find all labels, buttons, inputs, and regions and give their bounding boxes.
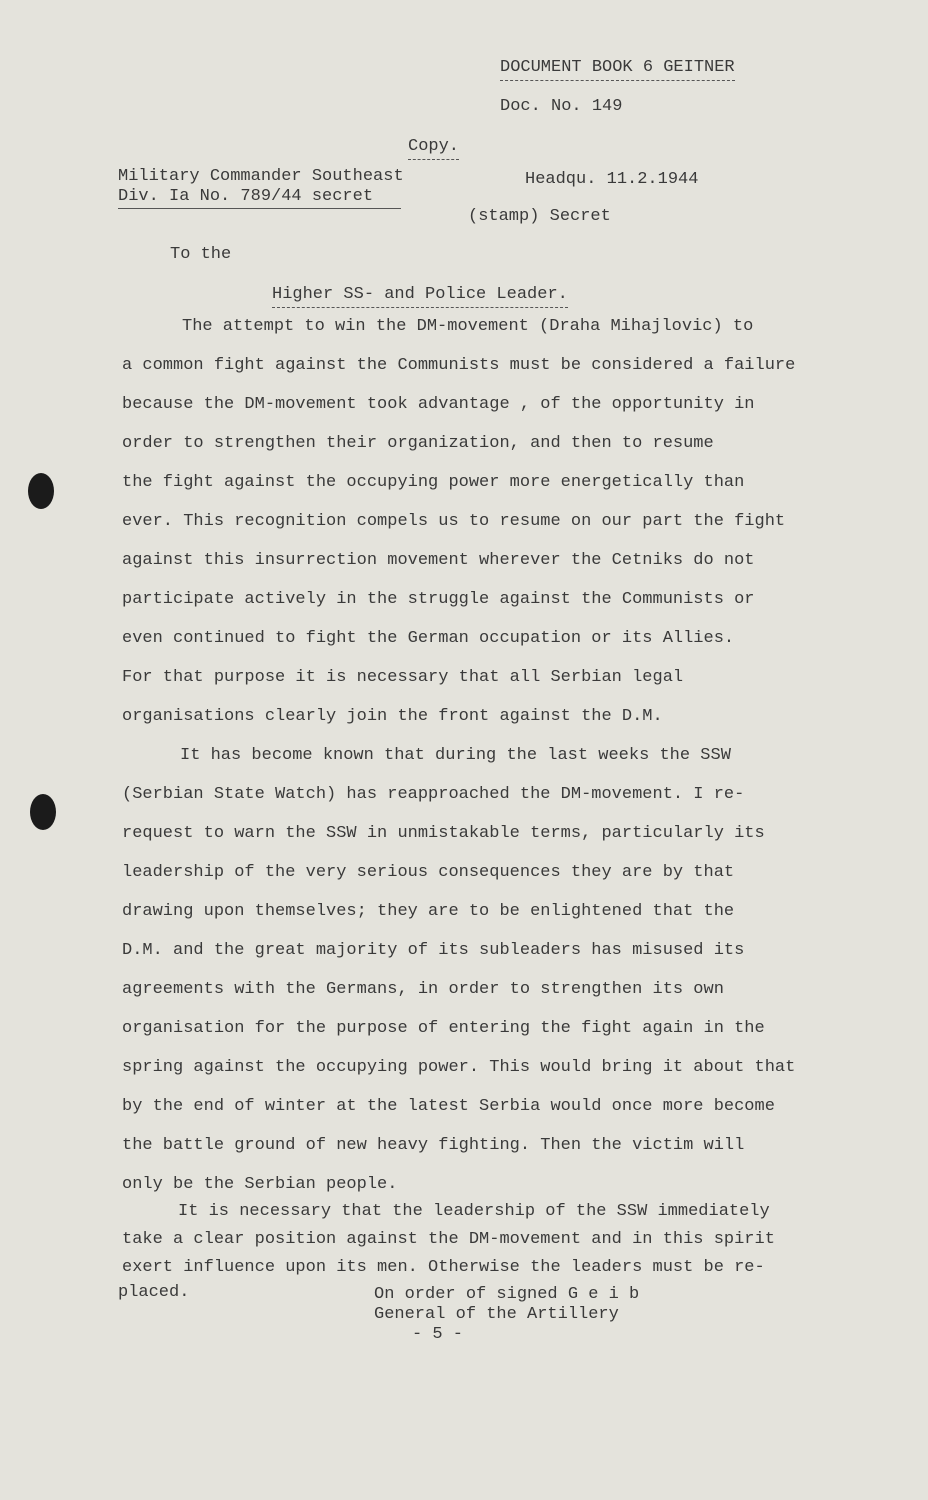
document-number: Doc. No. 149 [500,97,623,116]
body-line: organisation for the purpose of entering the fight again in the [122,1019,765,1038]
body-line: by the end of winter at the latest Serbia would once more become [122,1097,775,1116]
body-line: spring against the occupying power. This would bring it about that [122,1058,796,1077]
signature-order: On order of signed G e i b [374,1285,640,1304]
body-line: leadership of the very serious consequences they are by that [122,863,735,882]
body-line: the fight against the occupying power more energetically than [122,473,745,492]
paragraph-2 [122,736,892,1204]
body-line: order to strengthen their organization, and then to resume [122,434,714,453]
document-book-title: DOCUMENT BOOK 6 GEITNER [500,58,735,81]
body-line: against this insurrection movement wherever the Cetniks do not [122,551,755,570]
signature-rank: General of the Artillery [374,1305,619,1324]
sender-division: Div. Ia No. 789/44 secret [118,187,401,209]
body-line: the battle ground of new heavy fighting. Then the victim will [122,1136,745,1155]
body-line: only be the Serbian people. [122,1175,398,1194]
body-line: agreements with the Germans, in order to strengthen its own [122,980,724,999]
body-line: organisations clearly join the front against the D.M. [122,707,663,726]
body-line: even continued to fight the German occupation or its Allies. [122,629,735,648]
body-line: It is necessary that the leadership of the SSW immediately [178,1202,770,1221]
paragraph-1 [122,307,892,736]
body-line: The attempt to win the DM-movement (Draha Mihajlovic) to [182,317,754,336]
body-line: ever. This recognition compels us to resume on our part the fight [122,512,786,531]
body-line: exert influence upon its men. Otherwise the leaders must be re- [122,1258,765,1277]
body-line-placed: placed. [118,1283,190,1302]
body-line: For that purpose it is necessary that all Serbian legal [122,668,684,687]
body-line: It has become known that during the last weeks the SSW [180,746,731,765]
headquarters-date: Headqu. 11.2.1944 [525,170,699,189]
body-line: a common fight against the Communists must be considered a failure [122,356,796,375]
body-line: because the DM-movement took advantage , of the opportunity in [122,395,755,414]
body-line: participate actively in the struggle against the Communists or [122,590,755,609]
recipient: Higher SS- and Police Leader. [272,285,568,308]
secret-stamp: (stamp) Secret [468,207,611,226]
page-number: - 5 - [412,1325,464,1344]
punch-hole-bottom [30,794,56,830]
address-to: To the [170,245,232,264]
copy-label: Copy. [408,137,459,160]
punch-hole-top [28,473,54,509]
body-line: request to warn the SSW in unmistakable terms, particularly its [122,824,765,843]
body-line: (Serbian State Watch) has reapproached the DM-movement. I re- [122,785,745,804]
paragraph-3 [122,1198,892,1282]
sender-title: Military Commander Southeast [118,167,404,186]
body-line: D.M. and the great majority of its subleaders has misused its [122,941,745,960]
body-line: take a clear position against the DM-movement and in this spirit [122,1230,775,1249]
body-line: drawing upon themselves; they are to be enlightened that the [122,902,735,921]
